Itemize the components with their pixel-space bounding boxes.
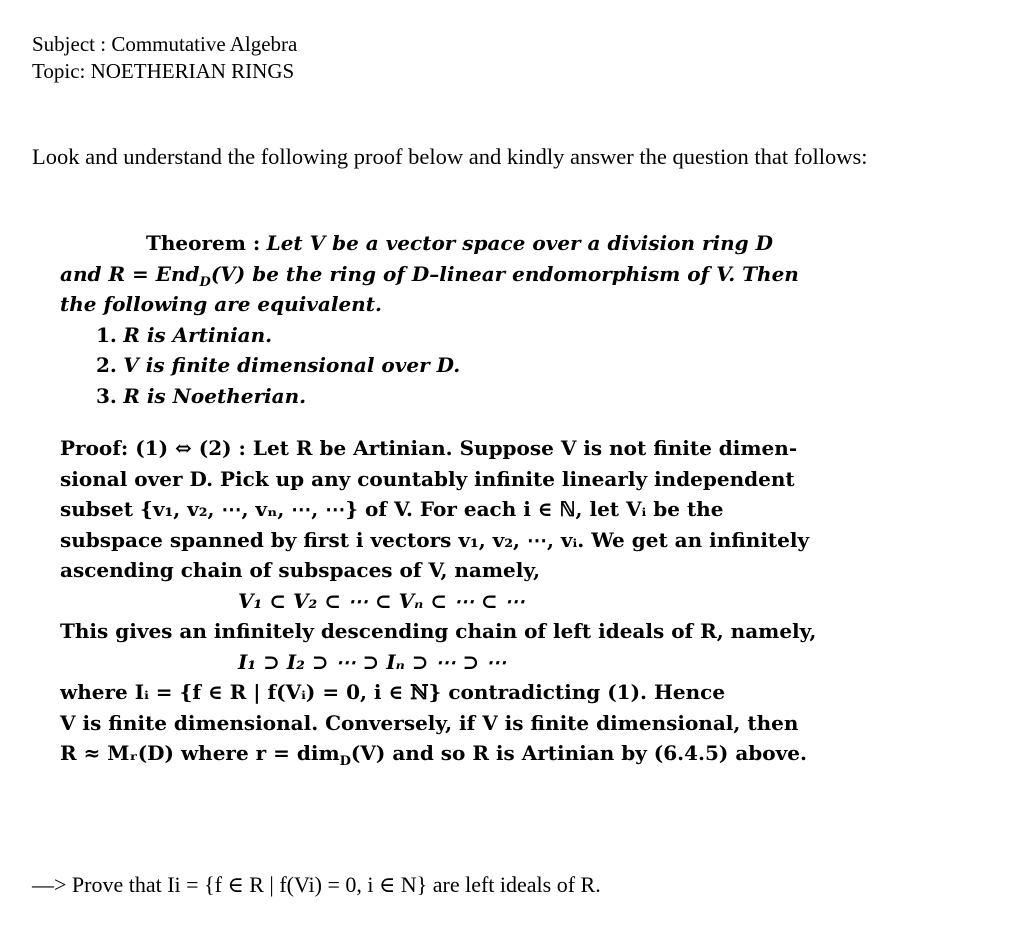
theorem-line-3: the following are equivalent. bbox=[60, 292, 382, 316]
theorem-text-2b: (V) be the ring of D–linear endomorphism of V. Then bbox=[210, 261, 799, 286]
ascending-chain: V₁ ⊂ V₂ ⊂ ⋯ ⊂ Vₙ ⊂ ⋯ ⊂ ⋯ bbox=[238, 588, 525, 613]
proof-text-11a: R ≈ Mᵣ(D) where r = dim bbox=[60, 741, 340, 765]
proof-line-5: ascending chain of subspaces of V, namely, bbox=[60, 558, 541, 582]
proof-line-3: subset {v₁, v₂, ⋯, vₙ, ⋯, ⋯} of V. For each i ∈ ℕ, let Vᵢ be the bbox=[60, 497, 724, 521]
proof-line-11 bbox=[60, 738, 840, 769]
item-number: 3. bbox=[96, 383, 117, 408]
subject-line: Subject : Commutative Algebra bbox=[32, 32, 298, 56]
item-text: V is finite dimensional over D. bbox=[123, 353, 461, 377]
theorem-item-2 bbox=[60, 350, 840, 381]
theorem-proof-image bbox=[60, 228, 840, 769]
descending-chain: I₁ ⊃ I₂ ⊃ ⋯ ⊃ Iₙ ⊃ ⋯ ⊃ ⋯ bbox=[238, 649, 507, 674]
topic-line: Topic: NOETHERIAN RINGS bbox=[32, 59, 295, 83]
item-number: 2. bbox=[96, 353, 117, 377]
question-text: —> Prove that Ii = {f ∈ R | f(Vi) = 0, i ∈ N} are left ideals of R. bbox=[32, 872, 601, 897]
theorem-item-3 bbox=[60, 381, 840, 412]
proof-line-2: sional over D. Pick up any countably infinite linearly independent bbox=[60, 466, 795, 491]
item-number: 1. bbox=[96, 322, 117, 347]
proof-line-9: where Iᵢ = {f ∈ R | f(Vᵢ) = 0, i ∈ ℕ} contradicting (1). Hence bbox=[60, 680, 726, 704]
proof-line-1: Proof: (1) ⇔ (2) : Let R be Artinian. Suppose V is not finite dimen- bbox=[60, 436, 798, 460]
item-text: R is Noetherian. bbox=[123, 383, 307, 408]
theorem-text-2a: and R = End bbox=[60, 261, 200, 286]
intro-text: Look and understand the following proof below and kindly answer the question that follows: bbox=[32, 144, 868, 169]
theorem-heading: Theorem : bbox=[146, 231, 261, 255]
proof-line-7: This gives an infinitely descending chain of left ideals of R, namely, bbox=[60, 619, 817, 643]
proof-text-11b: (V) and so R is Artinian by (6.4.5) above. bbox=[350, 741, 807, 765]
item-text: R is Artinian. bbox=[123, 322, 273, 347]
theorem-line-2 bbox=[60, 259, 840, 290]
proof-text-11-sub: D bbox=[339, 754, 351, 769]
proof-line-10: V is finite dimensional. Conversely, if V is finite dimensional, then bbox=[60, 710, 799, 735]
theorem-text-1: Let V be a vector space over a division ring D bbox=[266, 231, 773, 255]
theorem-text-2-sub: D bbox=[199, 274, 211, 290]
proof-line-4: subspace spanned by first i vectors v₁, v₂, ⋯, vᵢ. We get an infinitely bbox=[60, 527, 810, 552]
theorem-line-1 bbox=[60, 228, 840, 259]
theorem-item-1 bbox=[60, 320, 840, 351]
